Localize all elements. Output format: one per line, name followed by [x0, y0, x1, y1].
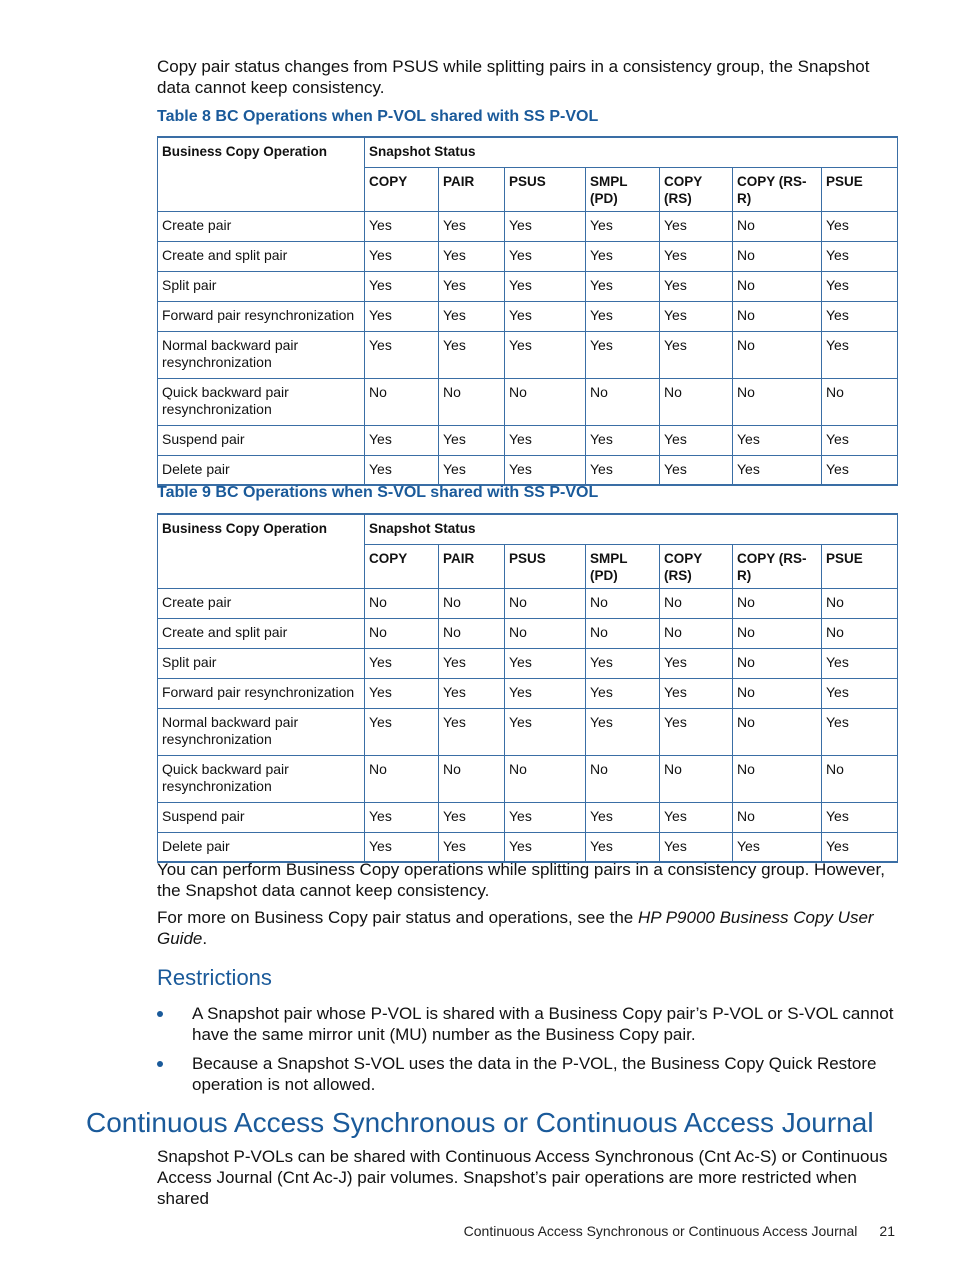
status-cell: Yes — [365, 678, 439, 708]
footer-title: Continuous Access Synchronous or Continuous Access Journal — [463, 1223, 858, 1239]
status-cell: Yes — [505, 832, 586, 862]
status-cell: Yes — [586, 455, 660, 485]
guide-title: HP P9000 Business Copy User Guide — [157, 908, 874, 948]
status-cell: No — [505, 755, 586, 802]
table-row — [158, 648, 898, 678]
status-cell: Yes — [733, 832, 822, 862]
status-cell: Yes — [505, 301, 586, 331]
list-item — [157, 1003, 897, 1045]
status-cell: Yes — [439, 832, 505, 862]
status-cell: No — [586, 378, 660, 425]
column-header: COPY (RS) — [660, 167, 733, 211]
chapter-text: Snapshot P-VOLs can be shared with Continuous Access Synchronous (Cnt Ac-S) or Continuous Access Journal (Cnt Ac-J) pair volumes. Snapshot’s pair operations are more restricted when shared — [157, 1147, 888, 1208]
status-cell: No — [733, 708, 822, 755]
status-cell: Yes — [505, 425, 586, 455]
status-cell: Yes — [660, 648, 733, 678]
intro-text: Copy pair status changes from PSUS while splitting pairs in a consistency group, the Snapshot data cannot keep consistency. — [157, 57, 870, 97]
status-cell: No — [660, 755, 733, 802]
status-cell: Yes — [660, 241, 733, 271]
restriction-text: Because a Snapshot S-VOL uses the data in the P-VOL, the Business Copy Quick Restore operation is not allowed. — [192, 1054, 877, 1094]
status-cell: No — [733, 331, 822, 378]
table-row — [158, 425, 898, 455]
status-cell: Yes — [439, 301, 505, 331]
status-cell: Yes — [822, 455, 898, 485]
table-row — [158, 211, 898, 241]
operation-cell: Create and split pair — [158, 241, 365, 271]
operation-cell: Suspend pair — [158, 802, 365, 832]
status-cell: No — [586, 588, 660, 618]
status-cell: Yes — [822, 301, 898, 331]
status-cell: Yes — [660, 425, 733, 455]
more-info-prefix: For more on Business Copy pair status and operations, see the — [157, 908, 638, 927]
status-cell: Yes — [733, 425, 822, 455]
status-cell: No — [660, 378, 733, 425]
status-cell: Yes — [660, 708, 733, 755]
restrictions-heading: Restrictions — [157, 965, 272, 990]
status-cell: Yes — [660, 455, 733, 485]
status-cell: Yes — [586, 648, 660, 678]
status-cell: Yes — [822, 331, 898, 378]
status-cell: Yes — [822, 802, 898, 832]
status-cell: No — [733, 648, 822, 678]
operation-cell: Forward pair resynchronization — [158, 301, 365, 331]
status-cell: No — [733, 301, 822, 331]
column-header: PSUS — [505, 544, 586, 588]
operation-cell: Create pair — [158, 588, 365, 618]
operation-cell: Normal backward pair resynchronization — [158, 708, 365, 755]
table-row — [158, 618, 898, 648]
status-cell: No — [660, 618, 733, 648]
status-cell: No — [439, 755, 505, 802]
operation-cell: Quick backward pair resynchronization — [158, 378, 365, 425]
table-row — [158, 708, 898, 755]
status-cell: No — [505, 588, 586, 618]
status-cell: No — [365, 588, 439, 618]
status-cell: Yes — [505, 678, 586, 708]
status-cell: No — [733, 211, 822, 241]
status-cell: No — [822, 618, 898, 648]
status-cell: Yes — [505, 271, 586, 301]
table-header-row — [158, 514, 898, 544]
status-cell: Yes — [505, 331, 586, 378]
table-row — [158, 588, 898, 618]
status-cell: No — [733, 678, 822, 708]
status-cell: Yes — [439, 648, 505, 678]
status-cell: Yes — [439, 241, 505, 271]
status-cell: No — [365, 755, 439, 802]
status-cell: Yes — [660, 678, 733, 708]
table-8 — [157, 136, 898, 486]
status-cell: Yes — [733, 455, 822, 485]
after-tables-paragraphs — [157, 859, 897, 949]
status-cell: Yes — [822, 425, 898, 455]
status-cell: Yes — [586, 301, 660, 331]
bullet-icon — [157, 1011, 163, 1017]
column-header: PSUE — [822, 544, 898, 588]
restrictions-list — [157, 1003, 897, 1103]
bullet-icon — [157, 1061, 163, 1067]
status-cell: No — [733, 271, 822, 301]
status-cell: Yes — [660, 331, 733, 378]
column-header: PSUE — [822, 167, 898, 211]
status-cell: Yes — [365, 802, 439, 832]
operation-cell: Create and split pair — [158, 618, 365, 648]
operation-cell: Create pair — [158, 211, 365, 241]
status-cell: No — [660, 588, 733, 618]
table-row — [158, 755, 898, 802]
more-info-suffix: . — [202, 929, 208, 948]
status-cell: Yes — [439, 211, 505, 241]
status-cell: No — [733, 755, 822, 802]
status-cell: Yes — [439, 271, 505, 301]
operation-cell: Delete pair — [158, 455, 365, 485]
status-cell: No — [733, 378, 822, 425]
status-cell: No — [822, 588, 898, 618]
status-cell: Yes — [365, 425, 439, 455]
status-cell: Yes — [439, 331, 505, 378]
status-cell: Yes — [439, 802, 505, 832]
status-cell: Yes — [822, 271, 898, 301]
status-cell: Yes — [439, 425, 505, 455]
restriction-text: A Snapshot pair whose P-VOL is shared with a Business Copy pair’s P-VOL or S-VOL cannot have the same mirror unit (MU) number as the Business Copy pair. — [192, 1004, 894, 1044]
status-cell: Yes — [660, 832, 733, 862]
column-header: PAIR — [439, 167, 505, 211]
status-cell: No — [733, 802, 822, 832]
status-cell: Yes — [505, 648, 586, 678]
status-cell: Yes — [660, 211, 733, 241]
status-cell: No — [822, 378, 898, 425]
status-cell: No — [505, 378, 586, 425]
table-row — [158, 331, 898, 378]
column-header: COPY — [365, 167, 439, 211]
list-item — [157, 1053, 897, 1095]
chapter-paragraph — [157, 1146, 897, 1209]
status-cell: Yes — [822, 211, 898, 241]
status-cell: Yes — [660, 271, 733, 301]
status-cell: Yes — [505, 708, 586, 755]
status-cell: No — [365, 618, 439, 648]
status-cell: No — [822, 755, 898, 802]
status-cell: Yes — [365, 241, 439, 271]
status-cell: No — [439, 588, 505, 618]
status-cell: No — [733, 618, 822, 648]
status-cell: Yes — [505, 802, 586, 832]
status-cell: No — [586, 618, 660, 648]
status-cell: Yes — [586, 678, 660, 708]
consistency-paragraph: You can perform Business Copy operations while splitting pairs in a consistency group. However, the Snapshot data cannot keep consistency. — [157, 860, 885, 900]
column-header: COPY — [365, 544, 439, 588]
operation-cell: Delete pair — [158, 832, 365, 862]
page-number: 21 — [879, 1223, 895, 1239]
column-header: SMPL (PD) — [586, 544, 660, 588]
status-cell: Yes — [822, 241, 898, 271]
status-cell: Yes — [822, 678, 898, 708]
column-header: SMPL (PD) — [586, 167, 660, 211]
status-cell: No — [439, 618, 505, 648]
header-snapshot-status: Snapshot Status — [365, 137, 898, 167]
operation-cell: Forward pair resynchronization — [158, 678, 365, 708]
status-cell: Yes — [586, 832, 660, 862]
status-cell: Yes — [365, 331, 439, 378]
table-row — [158, 678, 898, 708]
status-cell: Yes — [586, 425, 660, 455]
table-row — [158, 241, 898, 271]
column-header: COPY (RS-R) — [733, 167, 822, 211]
status-cell: Yes — [439, 708, 505, 755]
table-row — [158, 802, 898, 832]
status-cell: Yes — [365, 301, 439, 331]
intro-paragraph — [157, 56, 897, 98]
column-header: COPY (RS) — [660, 544, 733, 588]
operation-cell: Split pair — [158, 648, 365, 678]
status-cell: Yes — [660, 301, 733, 331]
table-row — [158, 455, 898, 485]
table-9-caption: Table 9 BC Operations when S-VOL shared with SS P-VOL — [157, 484, 599, 501]
header-snapshot-status: Snapshot Status — [365, 514, 898, 544]
status-cell: Yes — [586, 708, 660, 755]
table-row — [158, 271, 898, 301]
status-cell: Yes — [365, 455, 439, 485]
status-cell: Yes — [586, 331, 660, 378]
status-cell: Yes — [586, 211, 660, 241]
page-footer — [464, 1223, 895, 1239]
table-header-row — [158, 137, 898, 167]
column-header: PAIR — [439, 544, 505, 588]
chapter-heading: Continuous Access Synchronous or Continuous Access Journal — [86, 1107, 874, 1138]
status-cell: No — [365, 378, 439, 425]
status-cell: No — [733, 588, 822, 618]
table-row — [158, 832, 898, 862]
header-operation: Business Copy Operation — [158, 514, 365, 588]
header-operation: Business Copy Operation — [158, 137, 365, 211]
table-row — [158, 301, 898, 331]
status-cell: No — [733, 241, 822, 271]
more-info-paragraph — [157, 907, 897, 949]
status-cell: Yes — [822, 832, 898, 862]
operation-cell: Suspend pair — [158, 425, 365, 455]
status-cell: Yes — [439, 455, 505, 485]
status-cell: No — [439, 378, 505, 425]
status-cell: Yes — [822, 648, 898, 678]
table-row — [158, 378, 898, 425]
status-cell: Yes — [365, 271, 439, 301]
status-cell: Yes — [505, 455, 586, 485]
status-cell: No — [586, 755, 660, 802]
status-cell: Yes — [365, 832, 439, 862]
operation-cell: Normal backward pair resynchronization — [158, 331, 365, 378]
status-cell: Yes — [660, 802, 733, 832]
status-cell: Yes — [365, 648, 439, 678]
column-header: PSUS — [505, 167, 586, 211]
status-cell: Yes — [365, 211, 439, 241]
table-8-caption: Table 8 BC Operations when P-VOL shared with SS P-VOL — [157, 108, 599, 125]
status-cell: Yes — [586, 271, 660, 301]
status-cell: Yes — [505, 241, 586, 271]
status-cell: Yes — [822, 708, 898, 755]
status-cell: Yes — [586, 802, 660, 832]
column-header: COPY (RS-R) — [733, 544, 822, 588]
operation-cell: Quick backward pair resynchronization — [158, 755, 365, 802]
status-cell: Yes — [365, 708, 439, 755]
operation-cell: Split pair — [158, 271, 365, 301]
table-9 — [157, 513, 898, 863]
status-cell: Yes — [586, 241, 660, 271]
status-cell: Yes — [505, 211, 586, 241]
status-cell: Yes — [439, 678, 505, 708]
status-cell: No — [505, 618, 586, 648]
